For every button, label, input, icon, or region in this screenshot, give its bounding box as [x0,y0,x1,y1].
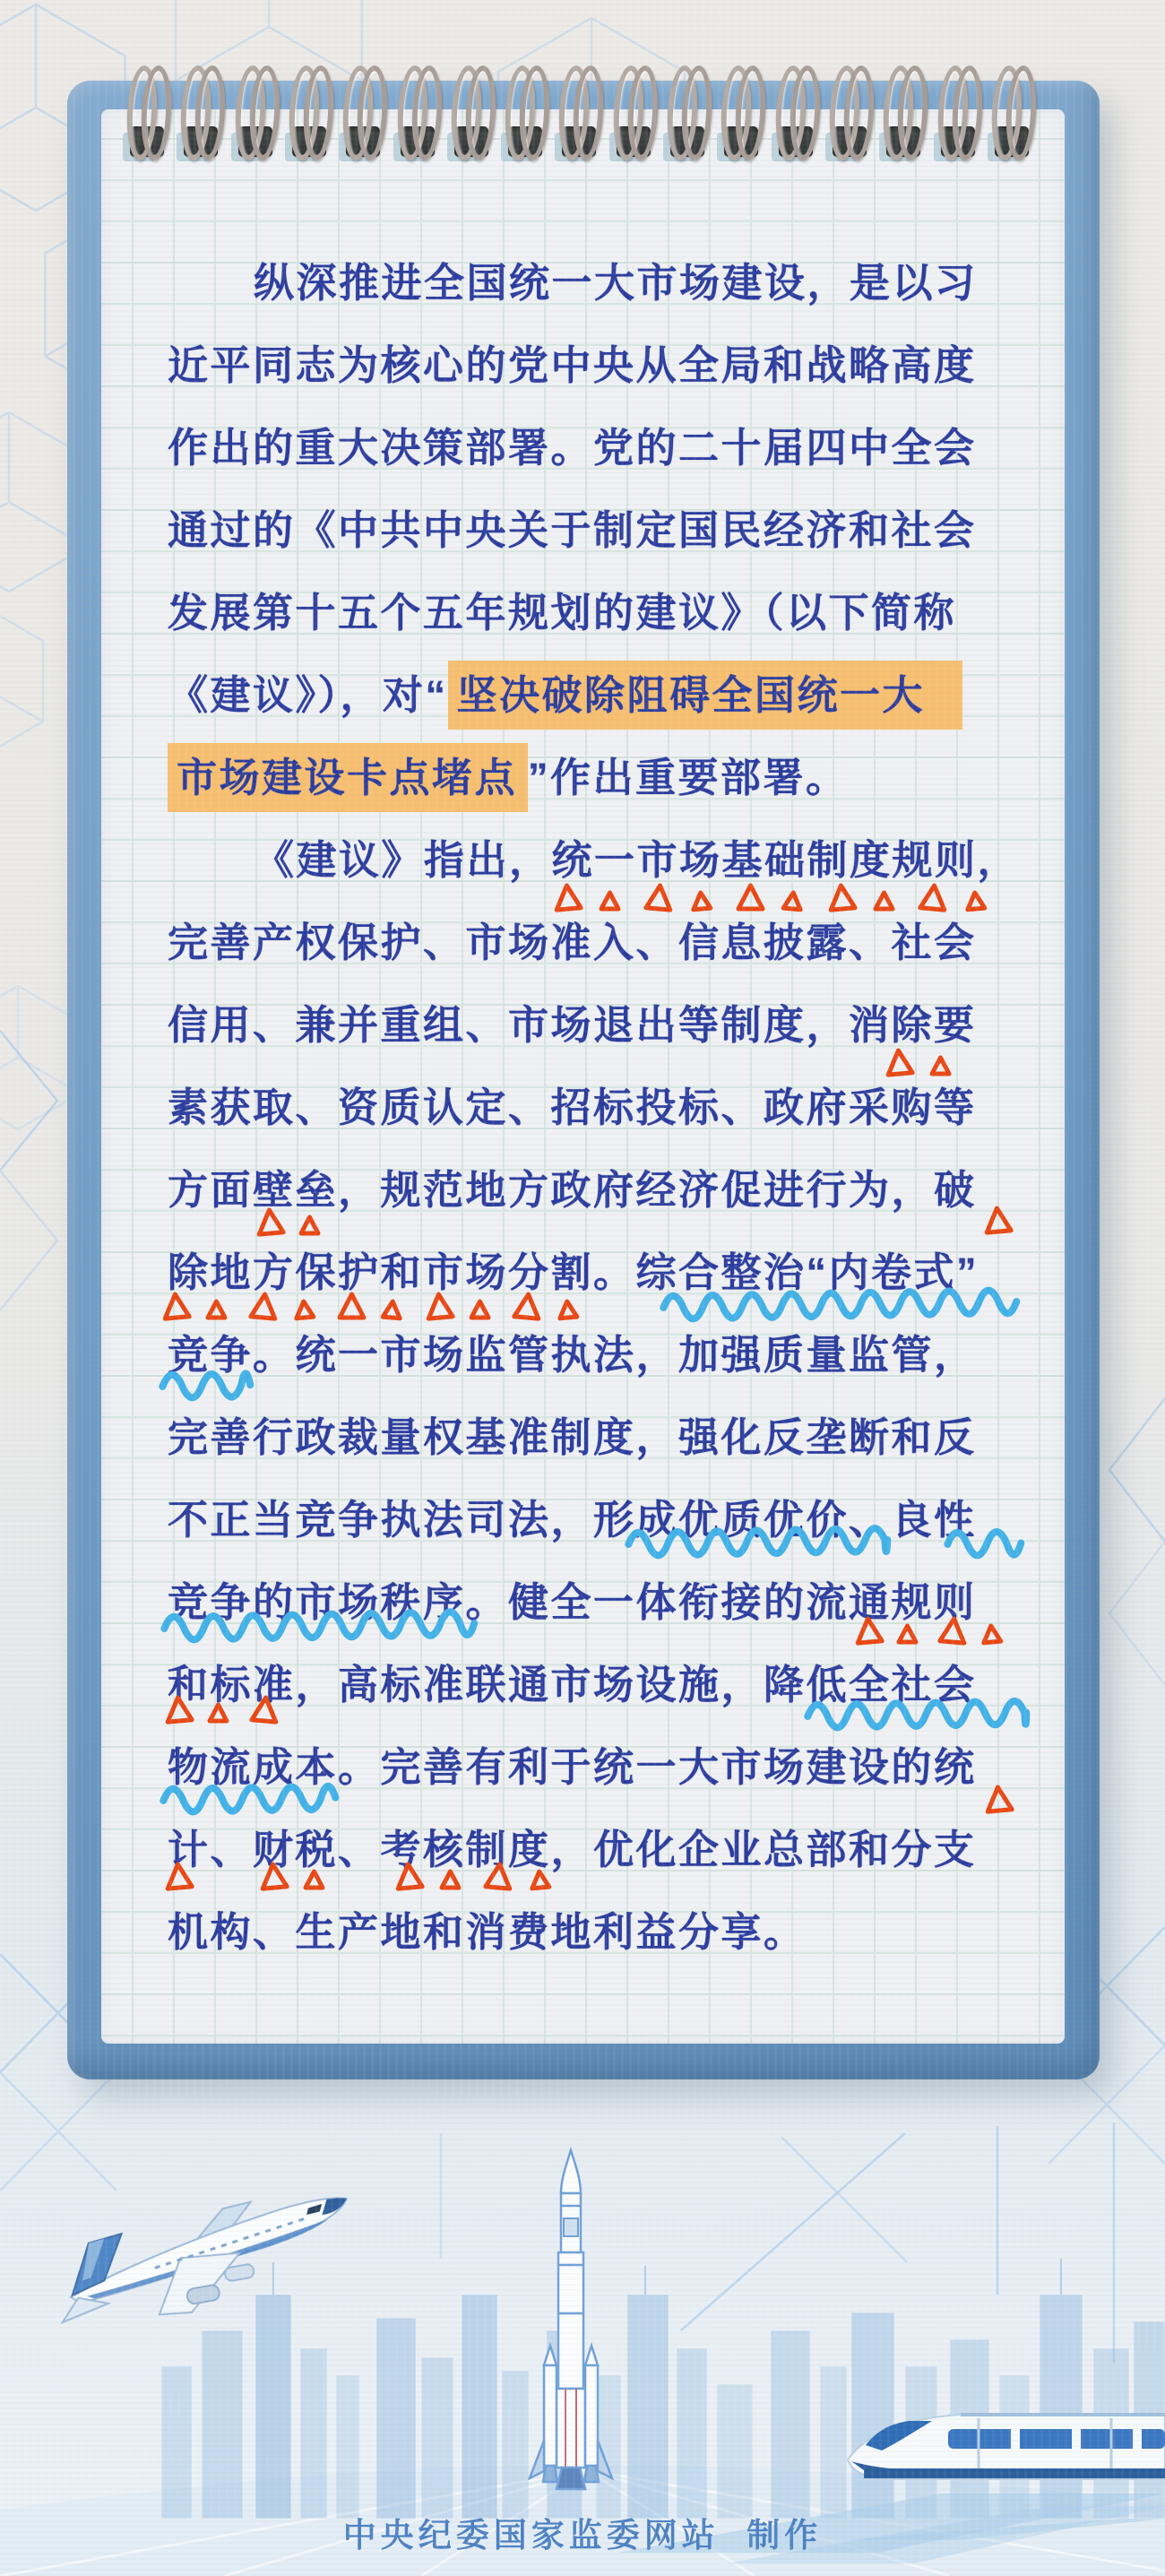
text-line: 通过的《中共中央关于制定国民经济和社会 [168,507,977,553]
text-line: 除地方保护和市场分割。综合整治“内卷式” [168,1249,979,1295]
wavy-underline [945,1527,1023,1560]
triangle-marks [985,1782,1028,1816]
triangle-marks [260,1859,348,1893]
text-line: 竞争的市场秩序。健全一体衔接的流通规则 [168,1579,977,1625]
binding-ring [399,65,440,164]
triangle-marks [395,1859,574,1893]
text-line: 纵深推进全国统一大市场建设，是以习 [254,260,978,306]
high-speed-train [842,2391,1165,2492]
text-line: 作出的重大决策部署。党的二十届四中全会 [168,425,977,471]
binding-ring [615,65,656,164]
wavy-underline [626,1527,890,1560]
wavy-underline [805,1699,1029,1732]
text-line: 素获取、资质认定、招标投标、政府采购等 [168,1085,977,1130]
binding-ring [831,65,872,164]
wavy-underline [160,1784,338,1816]
wavy-underline [160,1370,253,1402]
text-line: 物流成本。完善有利于统一大市场建设的统 [168,1744,977,1790]
text-line: 《建议》指出，统一市场基础制度规则， [254,837,1021,883]
text-line: 发展第十五个五年规划的建议》（以下简称 [168,590,957,635]
binding-ring [506,65,548,164]
text-line: 机构、生产地和消费地利益分享。 [168,1909,807,1955]
text-line: 完善产权保护、市场准入、信息披露、社会 [168,920,977,965]
text-line: 信用、兼并重组、市场退出等制度，消除要 [168,1002,977,1048]
binding-ring [453,65,494,164]
text-line: 市场建设卡点堵点 ”作出重要部署。 [168,737,1064,819]
binding-ring [344,65,385,164]
triangle-marks [256,1205,342,1239]
binding-ring [669,65,710,164]
highlighted-text: 坚决破除阻碍全国统一大 [448,661,963,730]
text-line: 《建议》），对“ 坚决破除阻碍全国统一大 [168,654,1064,737]
text-line: 计、财税、考核制度，优化企业总部和分支 [168,1827,977,1872]
wavy-underline [161,1612,477,1644]
binding-ring [128,65,169,164]
triangle-marks [885,1045,975,1079]
triangle-marks [165,1692,294,1726]
binding-ring [885,65,926,164]
triangle-marks [165,1859,208,1893]
binding-ring [182,65,223,164]
binding-ring [777,65,818,164]
triangle-marks [162,1289,601,1323]
binding-ring [237,65,278,164]
triangle-marks [855,1613,1023,1647]
binding-ring [722,65,764,164]
binding-ring [939,65,980,164]
binding-ring [560,65,601,164]
text-line: 完善行政裁量权基准制度，强化反垄断和反 [168,1414,977,1460]
triangle-marks [984,1203,1027,1237]
text-line: 方面壁垒，规范地方政府经济促进行为，破 [168,1167,977,1213]
highlighted-text: 市场建设卡点堵点 [168,743,528,812]
rocket [524,2147,623,2505]
text-line: 和标准，高标准联通市场设施，降低全社会 [168,1662,977,1707]
binding-ring [290,65,332,164]
wavy-underline [660,1291,1019,1323]
footer-credit: 中央纪委国家监委网站 制作 [342,2517,823,2554]
text-line: 不正当竞争执法司法，形成优质优价、良性 [168,1497,977,1543]
binding-ring [993,65,1034,164]
text-line: 竞争。统一市场监管执法，加强质量监管， [168,1332,977,1378]
triangle-marks [554,880,1011,914]
text-line: 近平同志为核心的党中央从全局和战略高度 [168,342,977,388]
